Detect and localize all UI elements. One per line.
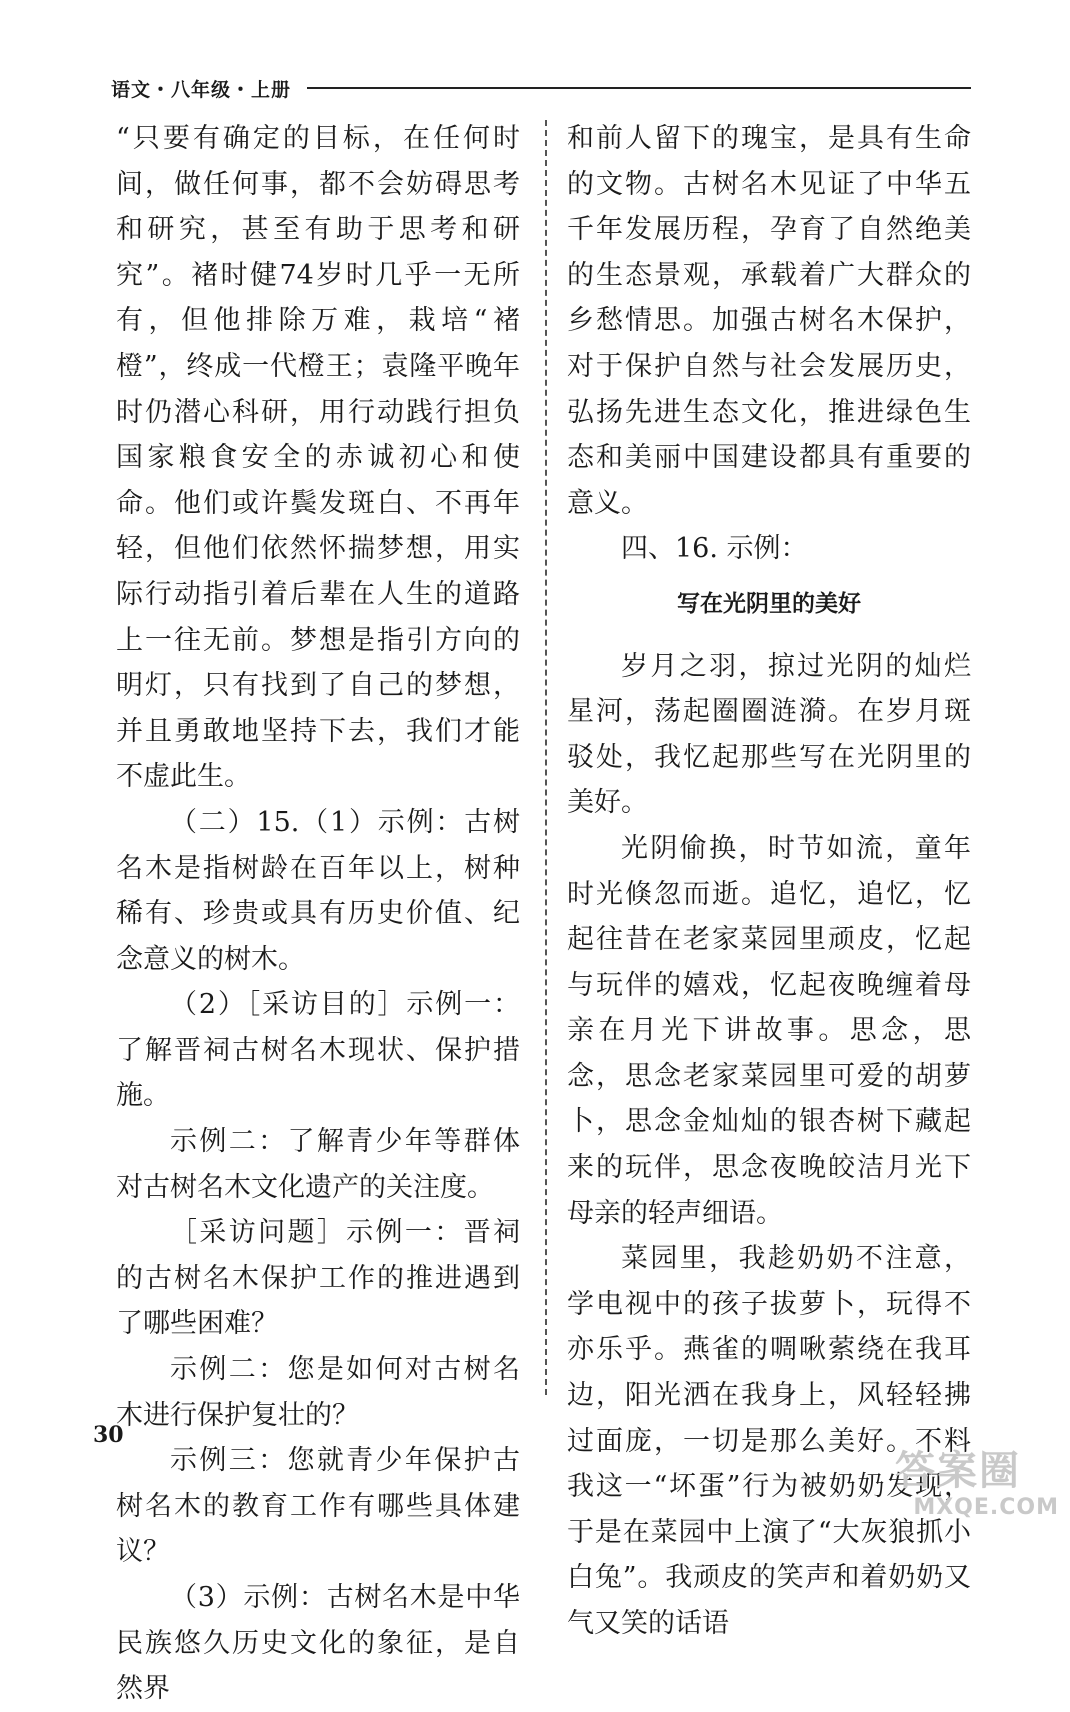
essay-paragraph: 光阴偷换，时节如流，童年时光倏忽而逝。追忆，追忆，忆起往昔在老家菜园里顽皮，忆起与玩伴的嬉戏，忆起夜晚缠着母亲在月光下讲故事。思念，思念，思念老家菜园里可爱的胡萝卜，思念金灿灿的银杏树下藏起来的玩伴，思念夜晚皎洁月光下母亲的轻声细语。 xyxy=(567,832,971,1229)
watermark-logo-text: 答案圈 xyxy=(895,1448,1021,1494)
paragraph: 示例二：您是如何对古树名木进行保护复壮的？ xyxy=(116,1354,520,1431)
paragraph: 示例二：了解青少年等群体对古树名木文化遗产的关注度。 xyxy=(116,1126,520,1203)
watermark-logo xyxy=(895,1448,1065,1530)
header-rule xyxy=(307,87,971,89)
watermark-url: MXQE.COM xyxy=(913,1495,1059,1520)
paragraph: 示例三：您就青少年保护古树名木的教育工作有哪些具体建议？ xyxy=(116,1445,520,1568)
essay-title: 写在光阴里的美好 xyxy=(677,590,861,617)
essay-paragraph: 岁月之羽，掠过光阴的灿烂星河，荡起圈圈涟漪。在岁月斑驳处，我忆起那些写在光阴里的美好。 xyxy=(567,650,971,819)
left-column xyxy=(116,116,520,1712)
paragraph: （二）15.（1）示例：古树名木是指树龄在百年以上，树种稀有、珍贵或具有历史价值、纪念意义的树木。 xyxy=(116,806,520,975)
page-header xyxy=(111,70,971,106)
page-number: 30 xyxy=(93,1422,124,1448)
paragraph: （2）［采访目的］示例一：了解晋祠古树名木现状、保护措施。 xyxy=(116,989,520,1112)
right-column xyxy=(567,116,971,1647)
book-title: 语文・八年级・上册 xyxy=(111,78,292,101)
paragraph: （3）示例：古树名木是中华民族悠久历史文化的象征，是自然界 xyxy=(116,1582,520,1705)
section-label: 四、16. 示例： xyxy=(621,533,808,565)
paragraph: “只要有确定的目标，在任何时间，做任何事，都不会妨碍思考和研究，甚至有助于思考和研究”。褚时健74岁时几乎一无所有，但他排除万难，栽培“褚橙”，终成一代橙王；袁隆平晚年时仍潜心科研，用行动践行担负国家粮食安全的赤诚初心和使命。他们或许鬓发斑白、不再年轻，但他们依然怀揣梦想，用实际行动指引着后辈在人生的道路上一往无前。梦想是指引方向的明灯，只有找到了自己的梦想，并且勇敢地坚持下去，我们才能不虚此生。 xyxy=(116,123,520,793)
paragraph: 和前人留下的瑰宝，是具有生命的文物。古树名木见证了中华五千年发展历程，孕育了自然绝美的生态景观，承载着广大群众的乡愁情思。加强古树名木保护，对于保护自然与社会发展历史，弘扬先进生态文化，推进绿色生态和美丽中国建设都具有重要的意义。 xyxy=(567,123,971,519)
paragraph: ［采访问题］示例一：晋祠的古树名木保护工作的推进遇到了哪些困难？ xyxy=(116,1217,520,1340)
column-divider xyxy=(545,120,547,1395)
essay-paragraph: 菜园里，我趁奶奶不注意，学电视中的孩子拔萝卜，玩得不亦乐乎。燕雀的啁啾萦绕在我耳边，阳光洒在我身上，风轻轻拂过面庞，一切是那么美好。不料我这一“坏蛋”行为被奶奶发现，于是在菜园中上演了“大灰狼抓小白兔”。我顽皮的笑声和着奶奶又气又笑的话语 xyxy=(567,1243,971,1639)
